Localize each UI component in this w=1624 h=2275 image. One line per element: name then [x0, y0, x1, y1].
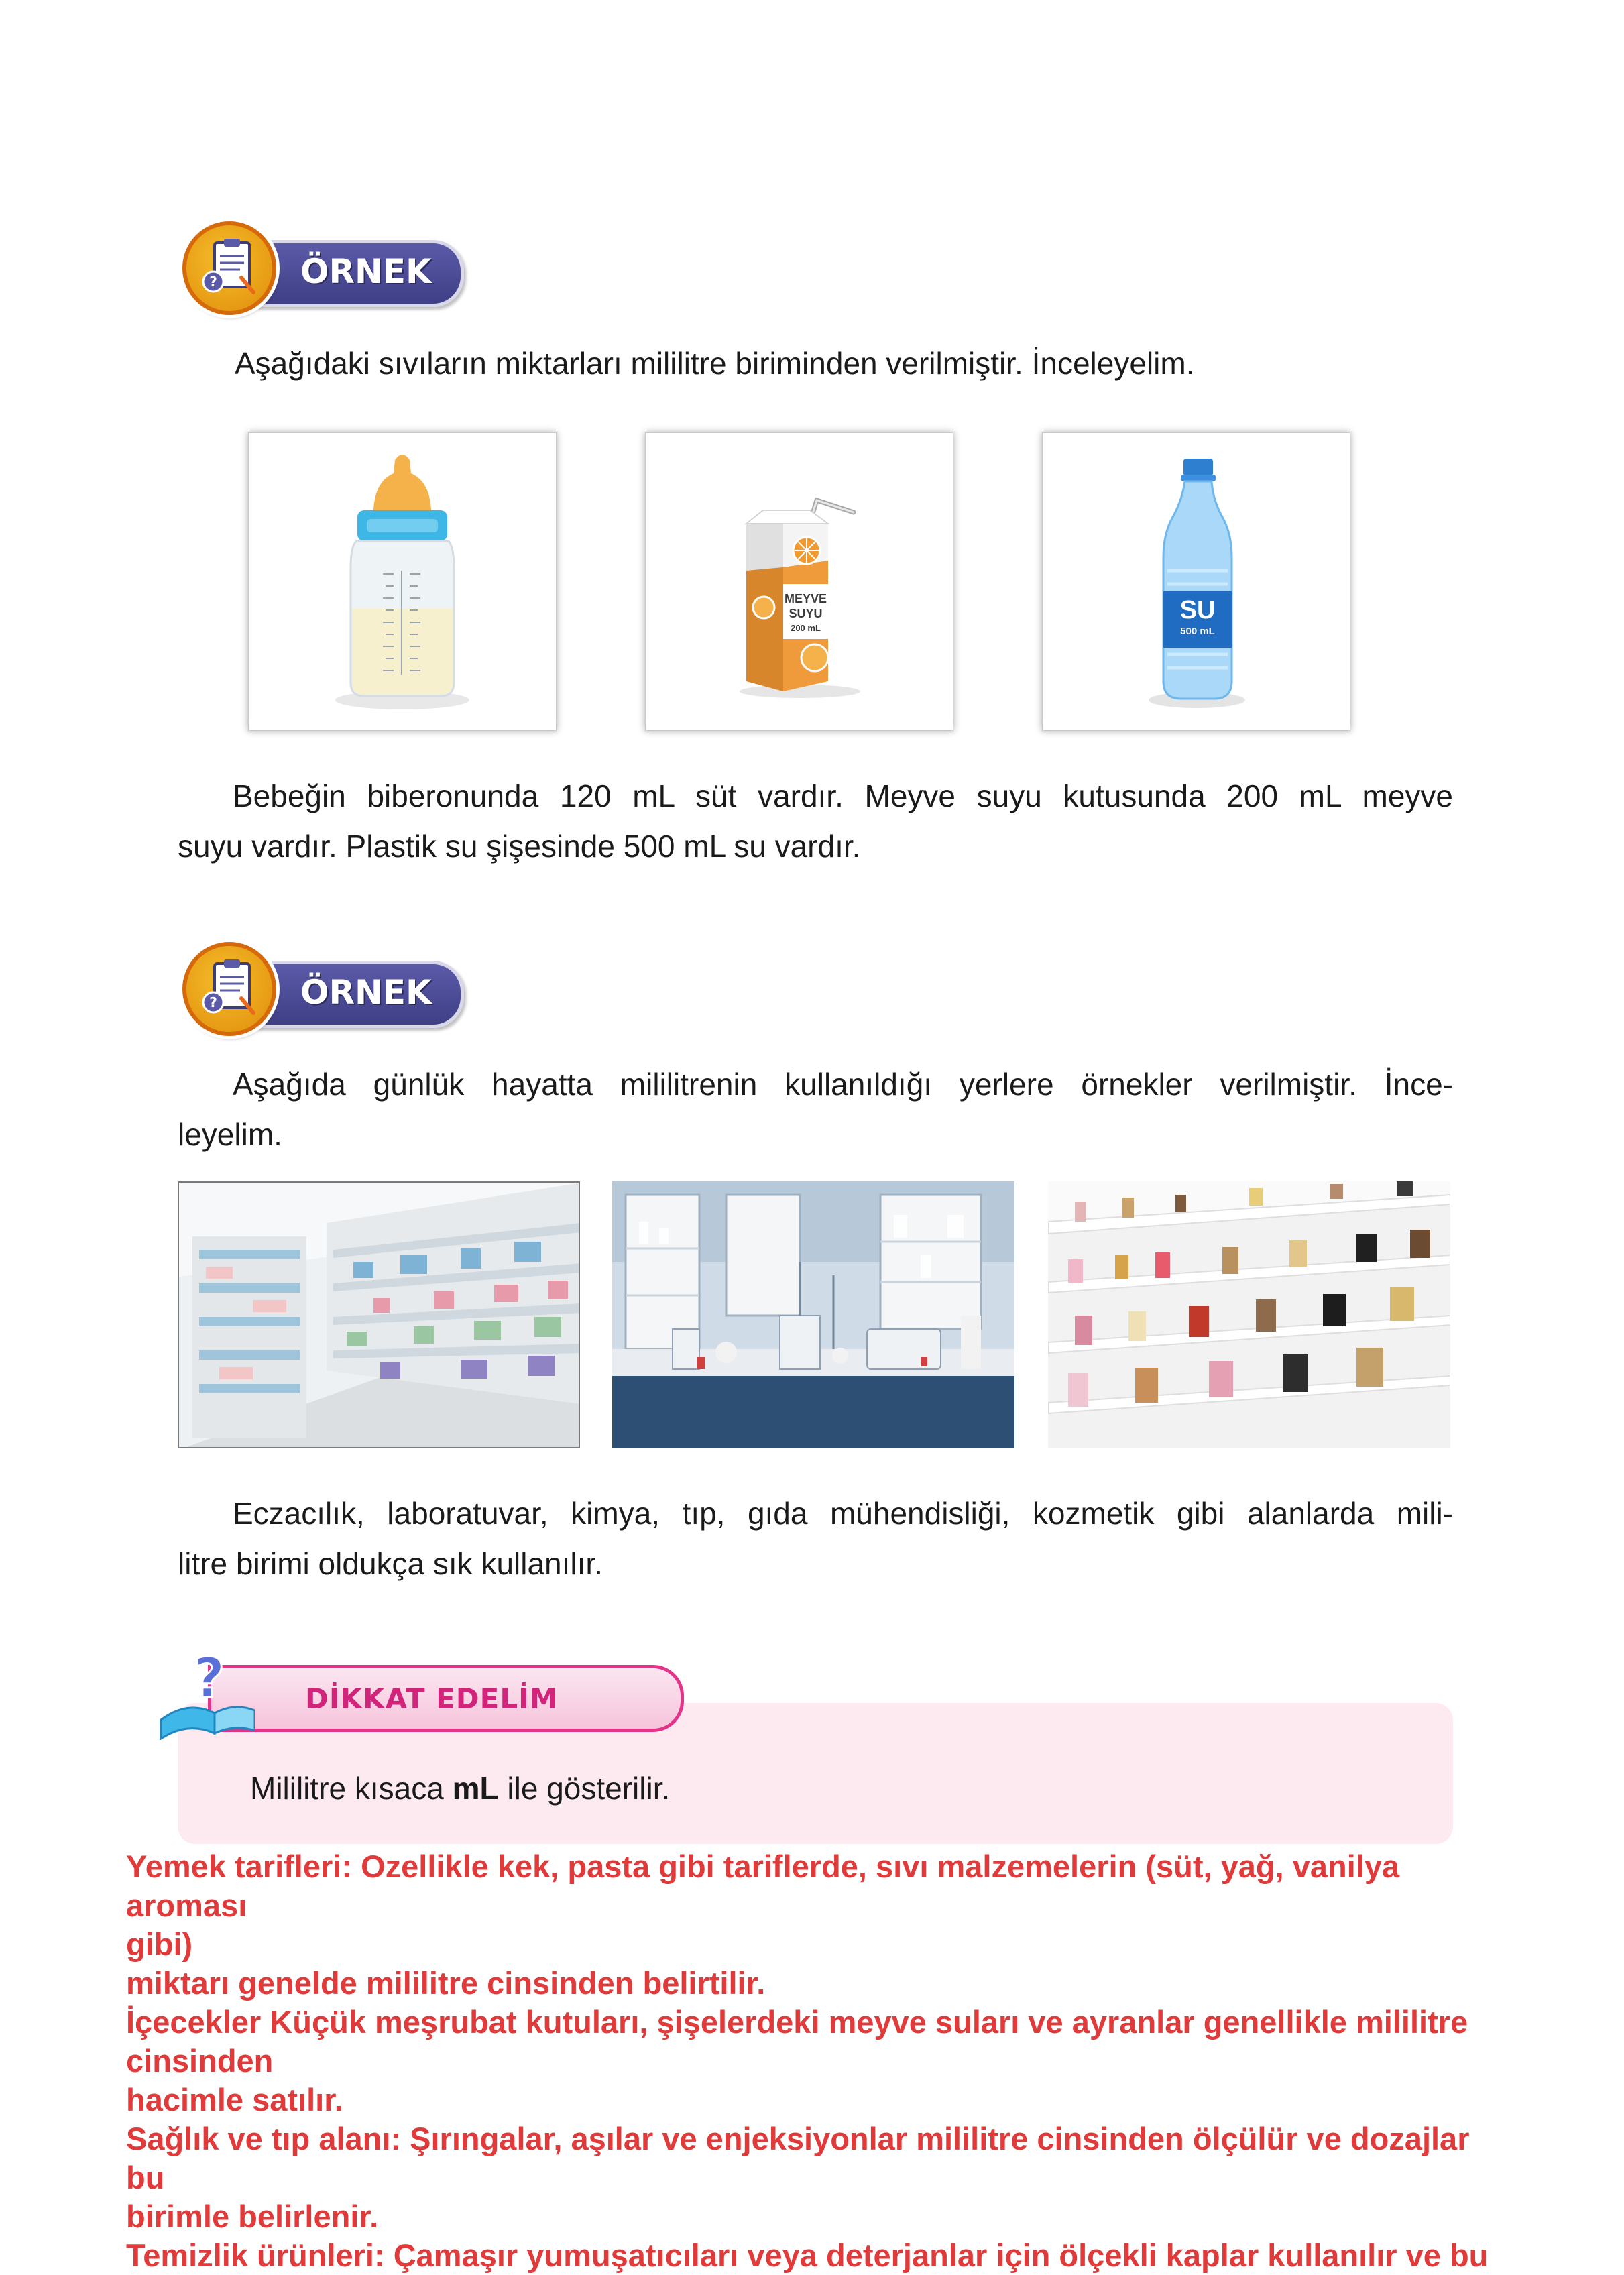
attention-label: DİKKAT EDELİM: [305, 1682, 559, 1715]
juice-label-line3: 200 mL: [791, 623, 821, 633]
note-line: hacimle satılır.: [126, 2082, 343, 2117]
juice-box-label: [783, 591, 828, 636]
note-line: Yemek tarifleri: Ozellikle kek, pasta gibi tariflerde, sıvı malzemelerin (süt, yağ, vanilya: [126, 1849, 1400, 1884]
example1-description-line2: suyu vardır. Plastik su şişesinde 500 mL su vardır.: [178, 829, 861, 864]
water-bottle-label: [1163, 597, 1232, 640]
example-badge: [182, 942, 471, 1043]
note-line: aroması: [126, 1887, 247, 1923]
note-line: Temizlik ürünleri: Çamaşır yumuşatıcıları veya deterjanlar için ölçekli kaplar kullanılır ve bu: [126, 2237, 1489, 2273]
note-line: Sağlık ve tıp alanı: Şırıngalar, aşılar ve enjeksiyonlar mililitre cinsinden ölçülür ve dozajlar: [126, 2121, 1470, 2156]
clipboard-icon: [182, 221, 276, 315]
example1-intro: Aşağıdaki sıvıların miktarları mililitre biriminden verilmiştir. İnceleyelim.: [235, 346, 1195, 381]
attention-pill: [208, 1665, 684, 1732]
baby-bottle-icon: [249, 433, 556, 730]
note-line: gibi): [126, 1926, 193, 1962]
clipboard-icon: [182, 942, 276, 1036]
water-bottle-card: [1042, 432, 1350, 731]
attention-badge: [154, 1646, 691, 1740]
note-line: cinsinden: [126, 2043, 274, 2079]
water-bottle-icon: [1043, 433, 1350, 730]
attention-text-bold: mL: [452, 1771, 499, 1806]
example-badge: [182, 221, 471, 322]
badge-label: ÖRNEK: [300, 973, 432, 1012]
svg-text:?: ?: [209, 994, 217, 1010]
juice-label-line1: MEYVE: [784, 592, 827, 605]
example2-description-line2: litre birimi oldukça sık kullanılır.: [178, 1546, 603, 1581]
cosmetics-shelf-photo: [1048, 1181, 1450, 1448]
juice-label-line2: SUYU: [789, 607, 823, 620]
badge-label: ÖRNEK: [300, 252, 432, 291]
baby-bottle-card: [248, 432, 557, 731]
laboratory-photo: [612, 1181, 1014, 1448]
juice-box-icon: [646, 433, 953, 730]
note-line: bu: [126, 2160, 165, 2195]
notes-block: [126, 1847, 1588, 2275]
attention-text-before: Mililitre kısaca: [250, 1771, 453, 1806]
note-line: birimle belirlenir.: [126, 2199, 379, 2234]
question-book-icon: [154, 1646, 255, 1740]
svg-text:?: ?: [209, 274, 217, 290]
water-label-line2: 500 mL: [1180, 626, 1215, 637]
example2-description-line1: Eczacılık, laboratuvar, kimya, tıp, gıda mühendisliği, kozmetik gibi alanlarda mili-: [233, 1496, 1453, 1531]
pharmacy-photo: [178, 1181, 580, 1448]
svg-text:?: ?: [193, 1647, 225, 1710]
attention-text: [250, 1763, 670, 1814]
example2-intro-line1: Aşağıda günlük hayatta mililitrenin kullanıldığı yerlere örnekler verilmiştir. İnce-: [233, 1067, 1453, 1102]
water-label-line1: SU: [1179, 596, 1216, 624]
juice-box-card: [645, 432, 953, 731]
example2-intro-line2: leyelim.: [178, 1117, 282, 1152]
example1-description-line1: Bebeğin biberonunda 120 mL süt vardır. Meyve suyu kutusunda 200 mL meyve: [233, 778, 1453, 813]
attention-text-after: ile gösterilir.: [498, 1771, 671, 1806]
note-line: İçecekler Küçük meşrubat kutuları, şişelerdeki meyve suları ve ayranlar genellikle mililitre: [126, 2004, 1468, 2040]
note-line: miktarı genelde mililitre cinsinden belirtilir.: [126, 1965, 766, 2001]
